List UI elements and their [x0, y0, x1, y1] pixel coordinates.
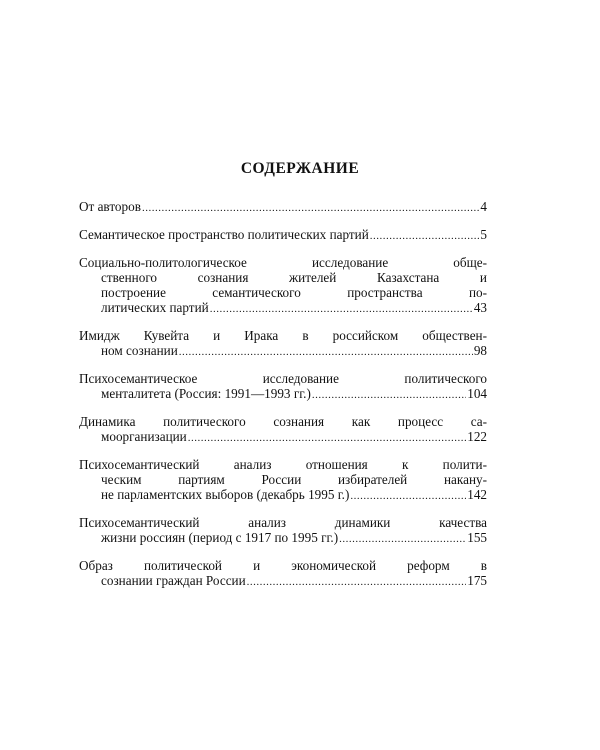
- toc-entry-line: Психосемантический анализ динамики качества: [79, 515, 487, 530]
- toc-entry-line: [79, 487, 487, 504]
- toc-entry: [79, 515, 487, 547]
- toc-page-number: 175: [467, 573, 487, 588]
- toc-entry-line: [79, 300, 487, 317]
- toc-entry-line: [79, 429, 487, 446]
- toc-entry-title: менталитета (Россия: 1991—1993 гг.): [101, 386, 311, 401]
- toc-entry: [79, 457, 487, 504]
- toc-entry-line: Психосемантический анализ отношения к полити-: [79, 457, 487, 472]
- toc-entry-line: Образ политической и экономической реформ в: [79, 558, 487, 573]
- toc-entry: [79, 227, 487, 244]
- toc-page-number: 104: [467, 386, 487, 401]
- toc-entry-line: Социально-политологическое исследование обще-: [79, 255, 487, 270]
- dot-leader: [370, 229, 480, 244]
- toc-entry-title: не парламентских выборов (декабрь 1995 г.): [101, 487, 350, 502]
- toc-entry: [79, 199, 487, 216]
- dot-leader: [142, 201, 479, 216]
- toc-page-number: 5: [480, 227, 487, 242]
- table-of-contents: [79, 199, 487, 601]
- toc-entry-title: жизни россиян (период с 1917 по 1995 гг.): [101, 530, 339, 545]
- page-title: СОДЕРЖАНИЕ: [240, 160, 360, 177]
- dot-leader: [312, 388, 466, 403]
- toc-entry: [79, 558, 487, 590]
- toc-entry: [79, 414, 487, 446]
- dot-leader: [247, 575, 467, 590]
- dot-leader: [350, 489, 466, 504]
- toc-page-number: 4: [480, 199, 487, 214]
- toc-entry-line: [79, 199, 487, 216]
- toc-entry-line: Имидж Кувейта и Ирака в российском обществен-: [79, 328, 487, 343]
- toc-entry-line: ческим партиям России избирателей накану-: [101, 472, 487, 487]
- toc-page-number: 43: [473, 300, 487, 315]
- dot-leader: [188, 431, 466, 446]
- toc-entry-line: Динамика политического сознания как процесс са-: [79, 414, 487, 429]
- toc-page-number: 155: [467, 530, 487, 545]
- dot-leader: [339, 532, 466, 547]
- dot-leader: [179, 345, 473, 360]
- toc-entry-title: сознании граждан России: [101, 573, 246, 588]
- toc-entry-line: Психосемантическое исследование политического: [79, 371, 487, 386]
- toc-page-number: 122: [467, 429, 487, 444]
- toc-entry: [79, 255, 487, 317]
- toc-entry: [79, 371, 487, 403]
- toc-entry-line: [79, 573, 487, 590]
- toc-entry-title: От авторов: [79, 199, 141, 214]
- toc-entry: [79, 328, 487, 360]
- toc-entry-title: ном сознании: [101, 343, 178, 358]
- toc-page-number: 98: [473, 343, 487, 358]
- toc-entry-title: Семантическое пространство политических партий: [79, 227, 369, 242]
- dot-leader: [210, 302, 473, 317]
- toc-entry-line: [79, 227, 487, 244]
- toc-entry-title: моорганизации: [101, 429, 187, 444]
- toc-entry-line: [79, 343, 487, 360]
- toc-entry-title: литических партий: [101, 300, 209, 315]
- toc-entry-line: ственного сознания жителей Казахстана и: [101, 270, 487, 285]
- toc-entry-line: [79, 530, 487, 547]
- toc-page-number: 142: [467, 487, 487, 502]
- toc-entry-line: [79, 386, 487, 403]
- toc-entry-line: построение семантического пространства по-: [101, 285, 487, 300]
